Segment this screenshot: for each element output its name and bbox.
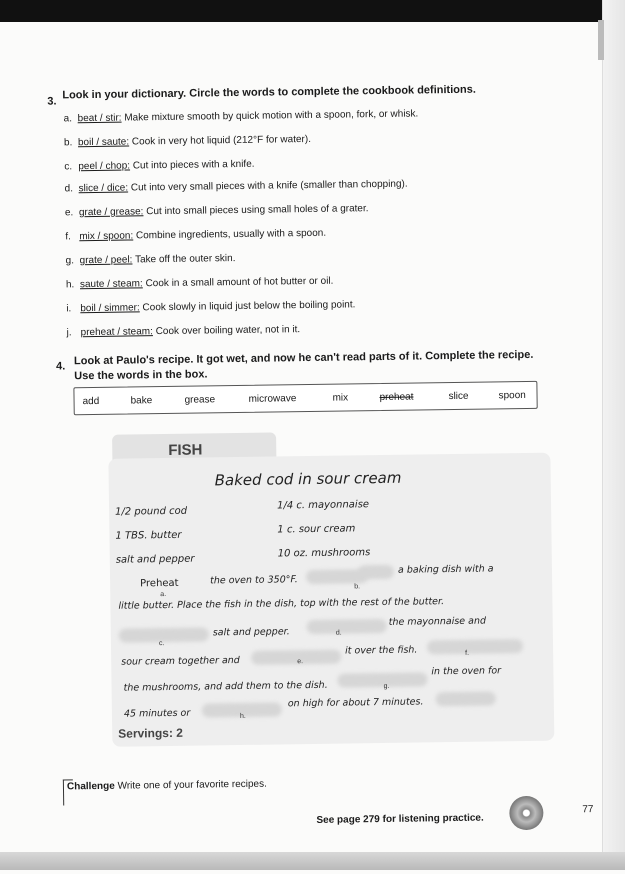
challenge-rule-vertical	[63, 779, 64, 805]
definition-text: Combine ingredients, usually with a spoon.	[135, 227, 327, 242]
item-letter: f.	[65, 231, 71, 243]
recipe-title: Baked cod in sour cream	[214, 468, 402, 490]
word-spoon: spoon	[498, 389, 526, 402]
recipe-line-6-start: 45 minutes or	[123, 707, 191, 720]
listening-practice-note: See page 279 for listening practice.	[316, 812, 484, 826]
word-grease: grease	[184, 394, 216, 406]
exercise-4-instructions-2: Use the words in the box.	[74, 368, 208, 383]
word-box	[73, 381, 537, 415]
word-choice[interactable]: boil / simmer:	[80, 302, 140, 315]
definition-item	[65, 203, 369, 218]
recipe-line-2: little butter. Place the fish in the dish, top with the rest of the butter.	[118, 596, 445, 612]
word-microwave: microwave	[248, 393, 297, 405]
definition-text: Take off the outer skin.	[134, 253, 236, 266]
ingredient-sour-cream: 1 c. sour cream	[277, 523, 356, 536]
definition-text: Cook over boiling water, not in it.	[155, 324, 301, 338]
servings: Servings: 2	[118, 725, 184, 741]
item-letter: e.	[64, 207, 74, 219]
word-choice[interactable]: boil / saute:	[77, 136, 130, 149]
definition-item	[64, 134, 311, 148]
definition-text: Cut into small pieces using small holes of a grater.	[146, 203, 369, 218]
blank-label-e: e.	[297, 658, 304, 666]
definition-text: Cook in very hot liquid (212°F for water).	[131, 133, 312, 148]
challenge-label: Challenge	[66, 780, 115, 793]
page-number: 77	[582, 804, 594, 816]
smudge-h2	[436, 691, 496, 706]
smudge-e	[251, 650, 341, 665]
item-letter: d.	[64, 183, 74, 195]
item-letter: a.	[63, 113, 73, 125]
blank-label-b: b.	[354, 583, 361, 591]
definition-item	[66, 299, 355, 314]
word-add: add	[82, 395, 100, 408]
definition-item	[65, 179, 408, 195]
challenge-rule-horizontal	[63, 779, 73, 780]
item-letter: c.	[64, 161, 73, 173]
word-slice: slice	[448, 390, 469, 403]
blank-label-a: a.	[160, 591, 167, 599]
recipe-card	[108, 453, 554, 747]
recipe-line-4-start: sour cream together and	[121, 655, 240, 668]
blank-label-g: g.	[383, 682, 390, 690]
definition-item	[66, 253, 236, 266]
blank-label-c: c.	[158, 640, 165, 648]
exercise-4-instructions-1: Look at Paulo's recipe. It got wet, and now he can't read parts of it. Complete the recipe.	[73, 348, 534, 368]
word-choice[interactable]: saute / steam:	[79, 278, 143, 291]
ingredient-mayonnaise: 1/4 c. mayonnaise	[276, 499, 370, 512]
definition-text: Cook slowly in liquid just below the boiling point.	[142, 299, 356, 314]
exercise-3-number: 3.	[47, 95, 57, 108]
blank-label-f: f.	[465, 649, 470, 657]
word-choice[interactable]: mix / spoon:	[79, 230, 134, 243]
recipe-line-3-mid: salt and pepper.	[212, 626, 290, 639]
challenge	[67, 779, 267, 793]
ingredient-butter: 1 TBS. butter	[115, 529, 182, 542]
scan-bottom-edge	[0, 852, 625, 870]
definition-item	[65, 228, 326, 243]
word-choice[interactable]: grate / peel:	[79, 254, 133, 267]
recipe-line-4-mid: it over the fish.	[345, 644, 418, 657]
item-letter: j.	[66, 327, 72, 339]
definition-item	[67, 324, 301, 338]
recipe-line-6-mid: on high for about 7 minutes.	[287, 696, 424, 710]
word-mix: mix	[332, 392, 349, 404]
challenge-text: Write one of your favorite recipes.	[117, 778, 267, 792]
exercise-3-instructions: Look in your dictionary. Circle the words to complete the cookbook definitions.	[62, 83, 476, 102]
item-letter: g.	[65, 255, 75, 267]
item-letter: h.	[65, 279, 75, 291]
word-choice[interactable]: beat / stir:	[77, 112, 122, 125]
definition-item	[66, 276, 334, 291]
ingredient-mushrooms: 10 oz. mushrooms	[277, 547, 371, 560]
blank-label-d: d.	[335, 629, 342, 637]
recipe-line-5-start: the mushrooms, and add them to the dish.	[123, 679, 328, 694]
smudge-f	[427, 639, 523, 654]
recipe-category: FISH	[168, 441, 203, 459]
word-choice[interactable]: peel / chop:	[78, 160, 131, 173]
item-letter: b.	[63, 137, 73, 149]
recipe-line-1-mid: the oven to 350°F.	[210, 574, 298, 587]
ingredient-cod: 1/2 pound cod	[115, 505, 188, 518]
exercise-4-number: 4.	[56, 360, 66, 373]
word-bake: bake	[130, 395, 153, 407]
word-choice[interactable]: preheat / steam:	[80, 326, 153, 339]
definition-text: Cut into very small pieces with a knife (smaller than chopping).	[130, 178, 408, 194]
definition-text: Make mixture smooth by quick motion with a spoon, fork, or whisk.	[124, 108, 419, 124]
recipe-line-3-end: the mayonnaise and	[388, 615, 487, 628]
definition-item	[64, 108, 419, 124]
smudge-d	[307, 619, 387, 634]
audio-cd-icon	[509, 796, 543, 830]
blank-label-h: h.	[239, 712, 246, 721]
word-preheat: preheat	[379, 391, 414, 404]
word-choice[interactable]: grate / grease:	[78, 206, 144, 219]
recipe-line-5-end: in the oven for	[431, 665, 502, 678]
definition-item	[64, 159, 254, 173]
item-letter: i.	[66, 303, 72, 315]
definition-text: Cook in a small amount of hot butter or oil.	[145, 275, 334, 290]
smudge-b2	[358, 565, 394, 580]
ingredient-salt-pepper: salt and pepper	[115, 553, 195, 566]
definition-text: Cut into pieces with a knife.	[132, 158, 255, 172]
recipe-line-1-end: a baking dish with a	[397, 563, 494, 576]
smudge-g	[337, 672, 427, 687]
word-choice[interactable]: slice / dice:	[78, 182, 129, 195]
answer-a-handwritten: Preheat	[140, 577, 179, 590]
